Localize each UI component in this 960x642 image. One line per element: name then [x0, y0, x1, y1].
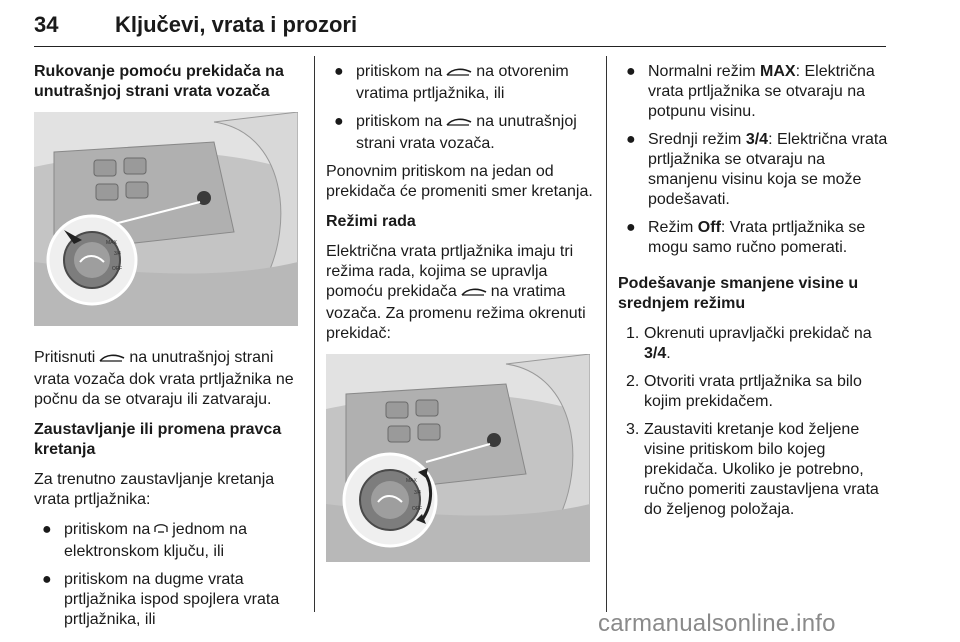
- list-item: ● Normalni režim MAX: Električna vrata prtljažnika se otvaraju na potpunu visinu.: [626, 63, 875, 120]
- list-item: ● Srednji režim 3/4: Električna vrata prtljažnika se otvaraju na smanjenu visinu koja se može podešavati.: [626, 131, 888, 208]
- figure-label-off: OFF: [112, 266, 122, 272]
- bullet: ●: [626, 131, 636, 148]
- watermark: carmanualsonline.info: [598, 610, 836, 637]
- section-heading: Podešavanje smanjene visine u srednjem režimu: [618, 275, 859, 312]
- tailgate-switch-icon: [445, 64, 473, 84]
- figure-label-three-quarter: 3/4: [414, 490, 421, 496]
- tailgate-switch-icon: [460, 284, 488, 304]
- bullet: ●: [626, 63, 636, 80]
- tailgate-switch-icon: [98, 350, 126, 370]
- page-number: 34: [34, 12, 59, 37]
- list-item: ● Režim Off: Vrata prtljažnika se mogu samo ručno pomerati.: [626, 219, 866, 256]
- column-divider: [606, 56, 607, 612]
- figure-label-max: MAX: [106, 240, 117, 246]
- bullet: ●: [334, 63, 344, 80]
- paragraph: Ponovnim pritiskom na jedan od prekidača će promeniti smer kretanja.: [326, 163, 593, 200]
- figure-label-off: OFF: [412, 506, 422, 512]
- list-item: ● pritiskom na na unutrašnjoj strani vrata vozača.: [334, 113, 577, 152]
- paragraph: Za trenutno zaustavljanje kretanja vrata prtljažnika:: [34, 471, 275, 508]
- numbered-step: 1. Okrenuti upravljački prekidač na 3/4.: [626, 325, 872, 362]
- bullet: ●: [626, 219, 636, 236]
- list-item: ● pritiskom na jednom na elektronskom ključu, ili: [42, 521, 247, 560]
- list-item: ● pritiskom na na otvorenim vratima prtljažnika, ili: [334, 63, 569, 102]
- numbered-step: 3. Zaustaviti kretanje kod željene visine pritiskom bilo kojeg prekidača. Ukoliko je potrebno, ručno pomeriti zaustavljena vrata do željenog položaja.: [626, 421, 879, 518]
- paragraph: Električna vrata prtljažnika imaju tri režima rada, kojima se upravlja pomoću prekidača na vratima vozača. Za promenu režima okrenuti prekidač:: [326, 243, 586, 342]
- column-2: [326, 62, 596, 584]
- figure-label-three-quarter: 3/4: [114, 251, 121, 257]
- tailgate-switch-icon: [445, 114, 473, 134]
- mode-switch-figure: [326, 354, 590, 562]
- door-switch-figure: [34, 112, 298, 326]
- page-title: Ključevi, vrata i prozori: [115, 12, 358, 37]
- section-heading: Rukovanje pomoću prekidača na unutrašnjoj strani vrata vozača: [34, 63, 284, 100]
- column-1: [34, 62, 302, 638]
- bullet: ●: [334, 113, 344, 130]
- bullet: ●: [42, 521, 52, 538]
- section-heading: Zaustavljanje ili promena pravca kretanja: [34, 421, 282, 458]
- numbered-step: 2. Otvoriti vrata prtljažnika sa bilo kojim prekidačem.: [626, 373, 862, 410]
- page-header: [0, 0, 960, 50]
- figure-label-max: MAX: [406, 478, 417, 484]
- section-heading: Režimi rada: [326, 213, 416, 230]
- paragraph: Pritisnuti na unutrašnjoj strani vrata vozača dok vrata prtljažnika ne počnu da se otvaraju ili zatvaraju.: [34, 349, 294, 408]
- column-3: [618, 62, 890, 528]
- header-rule: [34, 46, 886, 47]
- key-tailgate-icon: [153, 522, 169, 542]
- bullet: ●: [42, 571, 52, 588]
- list-item: ● pritiskom na dugme vrata prtljažnika ispod spojlera vrata prtljažnika, ili: [42, 571, 280, 628]
- column-divider: [314, 56, 315, 612]
